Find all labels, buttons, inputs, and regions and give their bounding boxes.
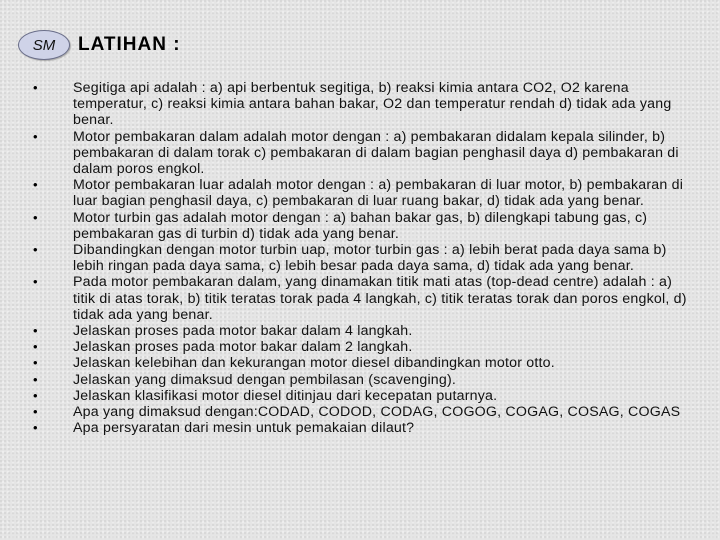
list-item bbox=[33, 129, 697, 178]
list-item bbox=[33, 404, 697, 420]
list-item bbox=[33, 210, 697, 242]
bullet: • bbox=[33, 177, 38, 193]
sm-logo bbox=[18, 30, 70, 60]
list-item bbox=[33, 372, 697, 388]
item-text: Dibandingkan dengan motor turbin uap, motor turbin gas : a) lebih berat pada daya sama b) lebih ringan pada daya sama, c) lebih besar pada daya sama, d) tidak ada yang benar. bbox=[73, 242, 667, 275]
bullet: • bbox=[33, 339, 38, 355]
item-text: Pada motor pembakaran dalam, yang dinamakan titik mati atas (top-dead centre) adalah : a) titik di atas torak, b) titik teratas torak pada 4 langkah, c) titik teratas torak dan poros engkol, d) tidak ada yang benar. bbox=[73, 274, 687, 323]
item-text: Jelaskan kelebihan dan kekurangan motor diesel dibandingkan motor otto. bbox=[73, 355, 555, 372]
list-item bbox=[33, 177, 697, 209]
list-item bbox=[33, 80, 697, 129]
list-item bbox=[33, 388, 697, 404]
bullet: • bbox=[33, 80, 38, 95]
bullet: • bbox=[33, 323, 38, 339]
bullet: • bbox=[33, 371, 38, 387]
bullet: • bbox=[33, 274, 38, 290]
bullet: • bbox=[33, 420, 38, 436]
page-title: LATIHAN : bbox=[78, 34, 181, 55]
item-text: Motor turbin gas adalah motor dengan : a) bahan bakar gas, b) dilengkapi tabung gas, c) pembakaran gas di turbin d) tidak ada yang benar. bbox=[73, 209, 648, 242]
logo-text: SM bbox=[32, 36, 56, 54]
exercise-list bbox=[33, 80, 697, 436]
bullet: • bbox=[33, 404, 38, 420]
item-text: Jelaskan proses pada motor bakar dalam 2 langkah. bbox=[73, 339, 413, 356]
bullet: • bbox=[33, 355, 38, 371]
item-text: Apa persyaratan dari mesin untuk pemakaian dilaut? bbox=[73, 420, 415, 437]
item-text: Segitiga api adalah : a) api berbentuk segitiga, b) reaksi kimia antara CO2, O2 karena temperatur, c) reaksi kimia antara bahan bakar, O2 dan temperatur rendah d) tidak ada yang benar. bbox=[73, 80, 672, 129]
list-item bbox=[33, 420, 697, 436]
item-text: Motor pembakaran luar adalah motor dengan : a) pembakaran di luar motor, b) pembakaran di luar bagian penghasil daya, c) pembakaran di luar ruang bakar, d) tidak ada yang benar. bbox=[73, 177, 684, 210]
bullet: • bbox=[33, 128, 38, 144]
list-item bbox=[33, 323, 697, 339]
bullet: • bbox=[33, 209, 38, 225]
item-text: Jelaskan proses pada motor bakar dalam 4 langkah. bbox=[73, 323, 413, 340]
list-item bbox=[33, 355, 697, 371]
item-text: Jelaskan yang dimaksud dengan pembilasan (scavenging). bbox=[73, 371, 457, 388]
list-item bbox=[33, 274, 697, 323]
list-item bbox=[33, 339, 697, 355]
list-item bbox=[33, 242, 697, 274]
bullet: • bbox=[33, 242, 38, 258]
item-text: Apa yang dimaksud dengan:CODAD, CODOD, CODAG, COGOG, COGAG, COSAG, COGAS bbox=[73, 404, 681, 421]
item-text: Motor pembakaran dalam adalah motor dengan : a) pembakaran didalam kepala silinder, b) pembakaran di dalam torak c) pembakaran di dalam bagian penghasil daya d) pembakaran di dalam poros engkol. bbox=[73, 128, 679, 178]
item-text: Jelaskan klasifikasi motor diesel ditinjau dari kecepatan putarnya. bbox=[73, 387, 498, 404]
bullet: • bbox=[33, 387, 38, 403]
